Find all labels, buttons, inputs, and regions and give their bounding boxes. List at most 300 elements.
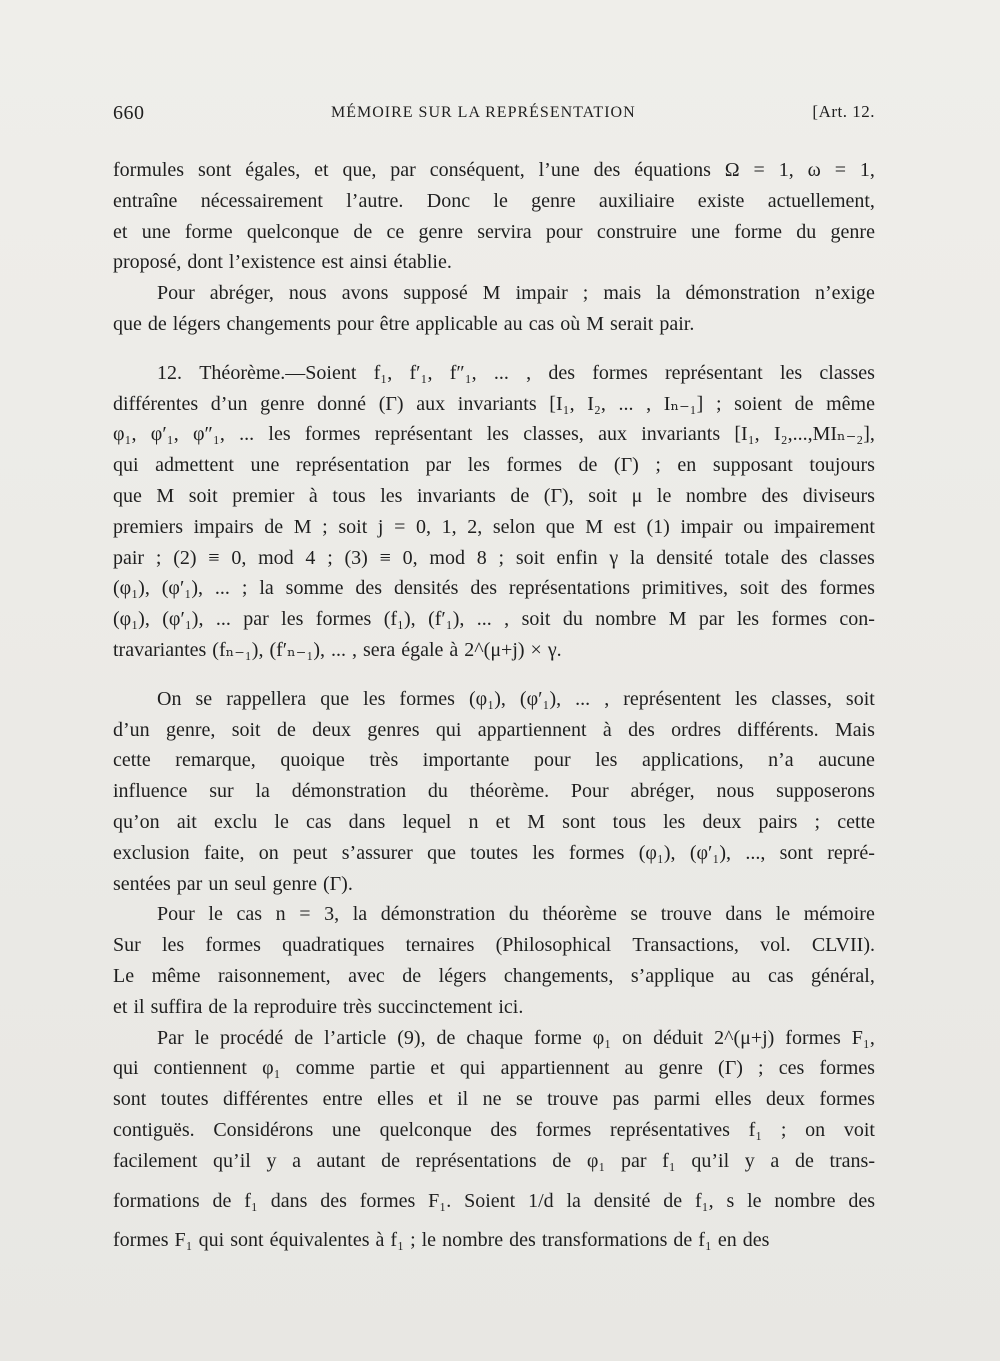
word: servira: [477, 220, 532, 243]
word: que: [320, 687, 350, 710]
word: différentes: [113, 392, 199, 415]
word: quoique: [280, 749, 345, 772]
word: ;: [715, 392, 722, 415]
word: très: [369, 749, 399, 772]
word: les: [467, 454, 490, 477]
word: ≡: [379, 546, 391, 569]
word: l’article: [324, 1026, 387, 1049]
word: invariants: [641, 423, 721, 446]
word: nécessairement: [200, 189, 323, 212]
word: le: [747, 1189, 762, 1212]
word: totale: [724, 546, 770, 569]
word: ;: [655, 454, 661, 477]
paragraph: [113, 358, 875, 666]
word: que,: [342, 159, 377, 181]
word: formes: [205, 934, 261, 957]
word: des: [470, 577, 497, 600]
word: f₁: [390, 1228, 405, 1251]
word: genre: [531, 189, 576, 212]
word: du: [508, 903, 529, 926]
word: avec: [348, 964, 385, 987]
word: s: [726, 1189, 735, 1212]
word: l’existence: [228, 251, 316, 274]
text-line: [113, 419, 875, 450]
word: densités: [393, 577, 459, 600]
text-line: [113, 543, 875, 574]
text-line: [113, 512, 875, 543]
word: légers: [438, 964, 487, 987]
word: se: [195, 687, 213, 710]
word: M: [586, 312, 605, 335]
text-line: [113, 247, 875, 278]
word: elles: [714, 1088, 752, 1111]
word: mais: [603, 282, 642, 305]
word: ×: [530, 638, 542, 661]
word: par: [620, 1149, 647, 1172]
text-line: [113, 992, 875, 1023]
word: égale: [401, 638, 444, 661]
text-line: [113, 930, 875, 961]
word: au: [624, 1057, 644, 1080]
word: pair: [113, 546, 145, 569]
text-line: [113, 186, 875, 217]
paragraph: [113, 684, 875, 900]
word: nombre: [595, 608, 657, 631]
word: ...: [215, 608, 231, 631]
word: formes: [359, 1189, 416, 1212]
text-line: [113, 481, 875, 512]
word: serait: [610, 312, 654, 335]
word: théorème.: [469, 780, 550, 803]
word: qui: [198, 1228, 225, 1251]
word: formes: [771, 608, 828, 631]
word: nous: [288, 282, 327, 305]
word: de: [794, 1149, 814, 1172]
paragraph: [113, 1023, 875, 1256]
word: =: [299, 903, 311, 926]
word: ;: [582, 282, 589, 305]
word: Considérons: [213, 1118, 314, 1141]
word: (3): [344, 546, 368, 569]
word: deux: [702, 810, 742, 833]
word: le: [775, 903, 791, 926]
word: (φ′₁),: [161, 577, 203, 600]
word: se: [516, 1088, 533, 1111]
word: qui: [435, 718, 462, 741]
word: soient: [734, 392, 782, 415]
word: que: [545, 515, 575, 538]
word: n’exige: [814, 282, 875, 305]
text-line: [113, 1146, 875, 1177]
word: de: [381, 1149, 400, 1172]
word: M: [482, 282, 501, 305]
word: (φ₁),: [113, 577, 150, 600]
word: genre: [658, 1057, 703, 1080]
word: ;: [327, 546, 333, 569]
text-line: [113, 838, 875, 869]
word: 0,: [231, 546, 247, 569]
word: classes,: [523, 423, 584, 446]
word: densité: [656, 546, 713, 569]
word: ainsi: [349, 251, 388, 274]
word: soit: [521, 608, 551, 631]
word: selon: [492, 515, 536, 538]
word: soit: [338, 515, 368, 538]
word: travariantes: [113, 638, 207, 661]
word: qui: [113, 454, 139, 477]
word: n: [275, 903, 286, 926]
word: impair: [680, 515, 733, 538]
word: représentation: [295, 454, 410, 477]
word: les: [162, 934, 185, 957]
word: de: [578, 454, 598, 477]
word: ait: [176, 810, 197, 833]
word: γ.: [547, 638, 562, 661]
body-text: [113, 155, 875, 1255]
word: Par: [157, 1026, 184, 1049]
word: équations: [634, 159, 711, 181]
word: ces: [778, 1057, 805, 1080]
word: soit: [231, 718, 261, 741]
word: par: [698, 608, 725, 631]
word: les: [363, 687, 386, 710]
word: existe: [697, 189, 745, 212]
word: toujours: [809, 454, 875, 477]
word: genre: [418, 220, 463, 243]
word: soit: [845, 687, 875, 710]
word: aux: [416, 392, 446, 415]
word: formes: [819, 577, 875, 600]
word: les: [281, 608, 304, 631]
word: 1/d: [528, 1189, 554, 1212]
word: impairs: [193, 515, 254, 538]
word: faite,: [203, 841, 245, 864]
word: formes: [113, 1228, 169, 1251]
paragraph: [113, 899, 875, 1022]
word: f′₁,: [409, 361, 433, 384]
word: d’un: [113, 718, 150, 741]
word: sont: [198, 159, 232, 181]
word: par: [425, 454, 452, 477]
word: les: [532, 841, 555, 864]
word: est: [613, 515, 636, 538]
word: invariants: [416, 484, 496, 507]
word: formes: [568, 841, 625, 864]
word: et: [314, 159, 329, 181]
word: (1): [646, 515, 670, 538]
word: changements,: [503, 964, 614, 987]
word: la: [629, 546, 645, 569]
text-line: [113, 1115, 875, 1146]
word: ou: [743, 515, 764, 538]
text-line: [113, 745, 875, 776]
word: M: [293, 515, 312, 538]
word: établie.: [393, 251, 452, 274]
word: de: [510, 484, 530, 507]
word: de: [294, 1026, 314, 1049]
text-line: [113, 358, 875, 389]
word: l’autre.: [346, 189, 404, 212]
word: raisonnement,: [217, 964, 331, 987]
word: des: [780, 546, 808, 569]
word: Théorème.—Soient: [199, 361, 357, 384]
word: se: [630, 903, 648, 926]
word: construire: [596, 220, 677, 243]
word: M: [156, 484, 175, 507]
word: (f₁),: [383, 608, 416, 631]
word: 12.: [157, 361, 182, 384]
text-line: [113, 217, 875, 248]
word: Pour: [157, 903, 195, 926]
word: supposé: [403, 282, 468, 305]
word: les: [595, 749, 618, 772]
word: au: [503, 312, 523, 335]
word: 1,: [859, 159, 875, 181]
word: (Γ): [378, 392, 404, 415]
word: partie: [369, 1057, 416, 1080]
word: sur: [209, 780, 234, 803]
word: être: [379, 312, 410, 335]
word: somme: [285, 577, 344, 600]
word: formes: [819, 1057, 875, 1080]
text-line: [113, 309, 875, 340]
word: de: [147, 312, 167, 335]
word: par: [390, 159, 416, 181]
word: on: [805, 1118, 826, 1141]
text-line: [113, 899, 875, 930]
word: des: [628, 718, 655, 741]
word: de: [663, 1189, 683, 1212]
word: forme: [734, 220, 783, 243]
word: (fₙ₋₁),: [212, 638, 264, 661]
word: nombre: [442, 1228, 504, 1251]
word: ≡: [208, 546, 220, 569]
text-line: [113, 1053, 875, 1084]
word: premiers: [113, 515, 183, 538]
word: est: [321, 251, 344, 274]
word: chaque: [466, 1026, 524, 1049]
word: ;: [758, 1057, 764, 1080]
word: forme: [184, 220, 233, 243]
word: sera: [363, 638, 396, 661]
word: quadratiques: [282, 934, 385, 957]
word: formes: [592, 361, 648, 384]
word: Sur: [113, 934, 141, 957]
word: même: [826, 392, 875, 415]
word: du: [796, 220, 817, 243]
text-line: [113, 684, 875, 715]
word: à: [375, 1228, 385, 1251]
word: (9),: [397, 1026, 426, 1049]
word: conséquent,: [429, 159, 525, 181]
word: (f′ₙ₋₁),: [269, 638, 325, 661]
word: de: [264, 515, 284, 538]
word: déduit: [653, 1026, 704, 1049]
word: contiguës.: [113, 1118, 195, 1141]
word: ;: [780, 1118, 787, 1141]
word: impair: [515, 282, 568, 305]
word: ce: [386, 220, 405, 243]
text-line: [113, 961, 875, 992]
word: M: [527, 810, 546, 833]
word: de: [794, 392, 814, 415]
word: reproduire: [253, 995, 338, 1018]
word: f₁: [698, 1228, 712, 1251]
word: On: [157, 687, 182, 710]
word: f″₁,: [449, 361, 477, 384]
word: légers: [172, 312, 221, 335]
word: genre: [830, 220, 875, 243]
text-line: [113, 1225, 875, 1256]
word: avons: [341, 282, 389, 305]
word: des: [780, 577, 808, 600]
text-line: [113, 573, 875, 604]
word: abréger,: [209, 282, 274, 305]
word: [I₁,: [549, 392, 575, 415]
word: pas: [612, 1088, 640, 1111]
word: appartiennent: [477, 718, 587, 741]
word: théorème: [542, 903, 617, 926]
word: quelconque: [379, 1118, 472, 1141]
word: ...: [476, 608, 492, 631]
word: 2^(μ+j): [714, 1026, 775, 1049]
word: invariants: [457, 392, 537, 415]
word: auxiliaire: [598, 189, 675, 212]
word: et: [430, 1057, 445, 1080]
word: aux: [598, 423, 627, 446]
word: Iₙ₋₁]: [663, 392, 704, 415]
word: CLVII).: [811, 934, 875, 957]
word: une: [691, 220, 720, 243]
word: pour: [336, 312, 374, 335]
paragraph: [113, 278, 875, 340]
text-line: [113, 1023, 875, 1054]
word: 8: [476, 546, 487, 569]
word: f₁,: [373, 361, 393, 384]
word: soit: [588, 484, 618, 507]
word: f₁,: [694, 1189, 714, 1212]
word: formes: [819, 1088, 875, 1111]
word: repré-: [827, 841, 875, 864]
word: les: [486, 423, 509, 446]
word: que: [113, 484, 142, 507]
word: en: [717, 1228, 737, 1251]
article-reference: [Art. 12.: [812, 102, 875, 121]
word: ...: [214, 577, 230, 600]
word: influence: [113, 780, 188, 803]
word: enfin: [556, 546, 598, 569]
word: formations: [113, 1189, 200, 1212]
word: dans: [348, 810, 386, 833]
word: 3,: [324, 903, 340, 926]
word: les: [268, 423, 291, 446]
word: des: [761, 484, 789, 507]
text-line: [113, 155, 875, 186]
word: F₁,: [851, 1026, 875, 1049]
word: changements: [226, 312, 331, 335]
word: ...: [493, 361, 509, 384]
word: on: [622, 1026, 643, 1049]
word: différents.: [737, 718, 819, 741]
word: appartiennent: [500, 1057, 610, 1080]
word: primitives,: [641, 577, 729, 600]
word: représentations: [508, 577, 630, 600]
word: tous: [332, 484, 366, 507]
word: (φ₁),: [113, 608, 150, 631]
running-header: [113, 102, 875, 132]
word: une: [141, 220, 171, 243]
word: toutes: [470, 841, 519, 864]
word: suffira: [150, 995, 203, 1018]
word: ω: [807, 159, 821, 181]
word: formules: [113, 159, 185, 181]
word: nombre: [685, 484, 747, 507]
word: mod: [429, 546, 465, 569]
text-line: [113, 278, 875, 309]
word: ordres: [671, 718, 722, 741]
word: Mais: [834, 718, 875, 741]
word: ternaires: [405, 934, 475, 957]
word: soit: [739, 577, 769, 600]
word: I₂,...,MIₙ₋₂],: [773, 423, 875, 446]
word: trouve: [547, 1088, 599, 1111]
word: au: [731, 964, 751, 987]
word: qui: [459, 1057, 486, 1080]
word: un: [208, 872, 229, 895]
word: la: [352, 903, 368, 926]
word: s’applique: [630, 964, 715, 987]
word: de: [212, 1189, 232, 1212]
word: (f′₁),: [428, 608, 465, 631]
word: aucune: [818, 749, 875, 772]
word: premier: [232, 484, 295, 507]
word: une: [250, 454, 280, 477]
word: général,: [811, 964, 875, 987]
word: formes: [399, 687, 455, 710]
paragraph-gap: [113, 666, 875, 684]
word: mod: [258, 546, 294, 569]
word: 0,: [402, 546, 418, 569]
word: (φ₁),: [469, 687, 506, 710]
word: 2,: [467, 515, 483, 538]
word: I₂,: [587, 392, 606, 415]
word: exclu: [213, 810, 258, 833]
word: voit: [843, 1118, 875, 1141]
word: φ₁: [262, 1057, 281, 1080]
word: formes: [315, 608, 372, 631]
word: 2^(μ+j): [464, 638, 525, 661]
word: équivalentes: [269, 1228, 370, 1251]
word: densité: [593, 1189, 651, 1212]
word: f₁: [748, 1118, 763, 1141]
word: cas: [528, 312, 555, 335]
word: vol.: [760, 934, 791, 957]
word: s’assurer: [341, 841, 413, 864]
word: γ: [609, 546, 619, 569]
word: mémoire: [803, 903, 875, 926]
text-line: [113, 869, 875, 900]
word: ;: [498, 546, 505, 569]
word: F₁: [174, 1228, 193, 1251]
word: formes: [535, 1118, 592, 1141]
text-line: [113, 807, 875, 838]
word: ...,: [745, 841, 766, 864]
word: remarque,: [175, 749, 256, 772]
word: importante: [422, 749, 510, 772]
word: les: [736, 608, 760, 631]
word: les: [735, 687, 758, 710]
word: impairement: [773, 515, 875, 538]
